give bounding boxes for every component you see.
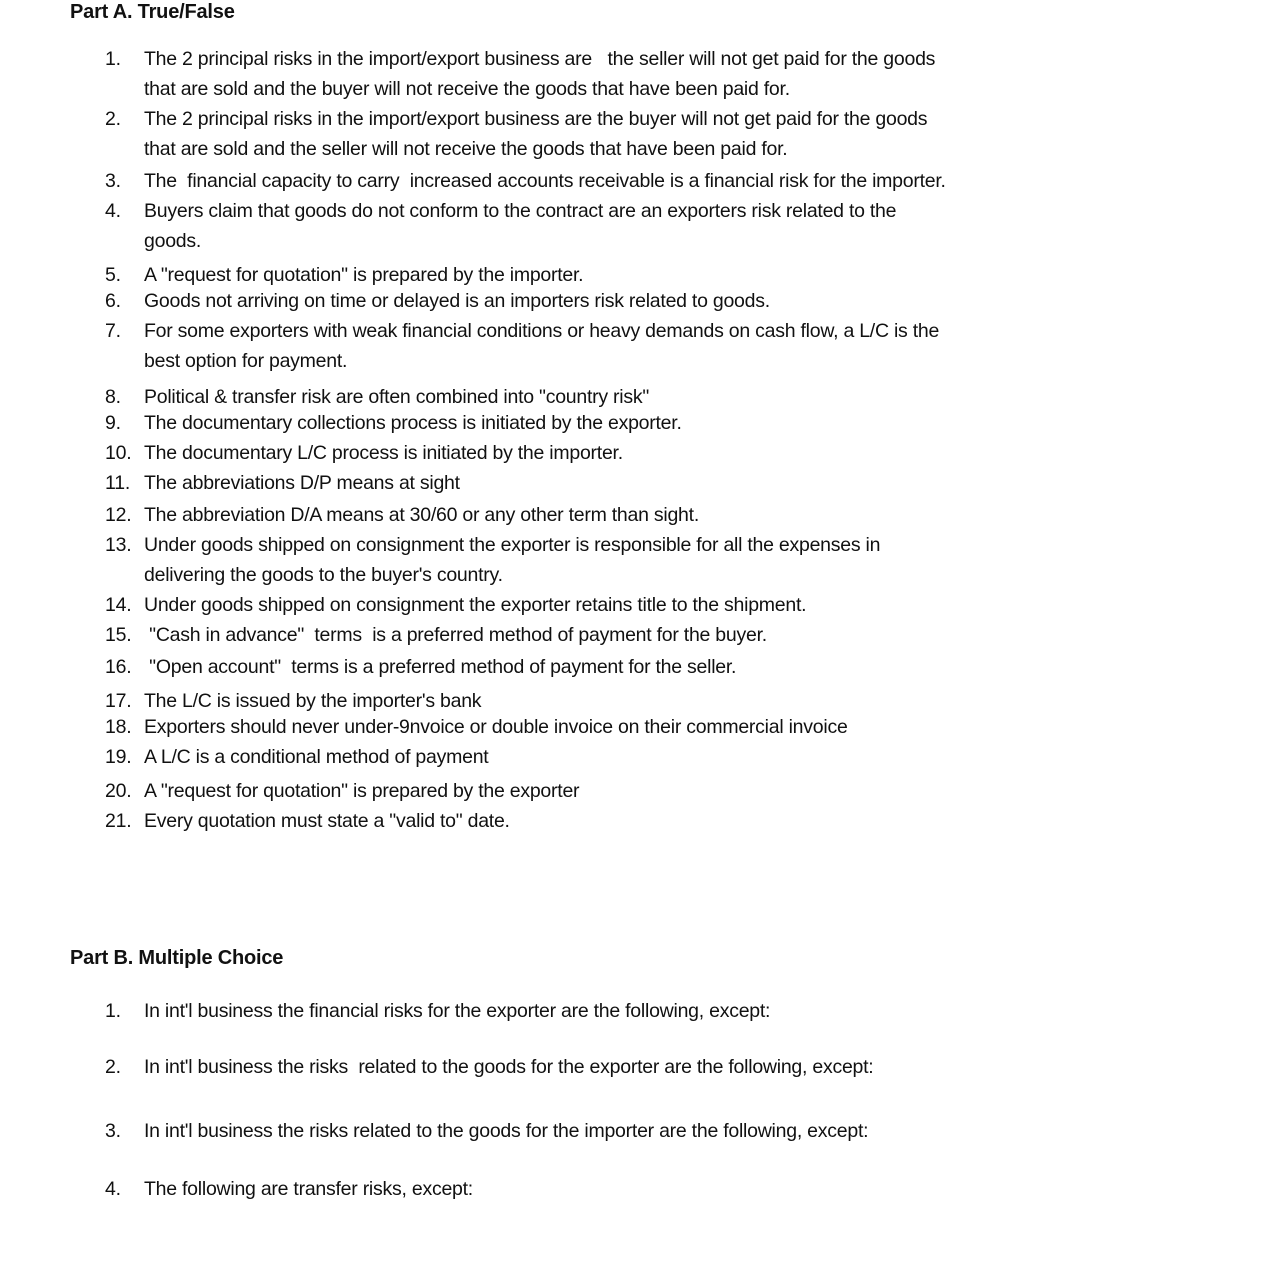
question-number: 8. [105,386,121,408]
question-number: 7. [105,320,121,342]
question-number: 10. [105,442,132,464]
question-number: 17. [105,690,132,712]
question-number: 18. [105,716,132,738]
question-number: 3. [105,1120,121,1142]
question-text: In int'l business the financial risks for the exporter are the following, except: [144,1000,771,1022]
question-number: 16. [105,656,132,678]
question-text: The L/C is issued by the importer's bank [144,690,482,712]
question-text: Goods not arriving on time or delayed is an importers risk related to goods. [144,290,770,312]
question-text: The abbreviations D/P means at sight [144,472,460,494]
question-text: Exporters should never under-9nvoice or double invoice on their commercial invoice [144,716,848,738]
question-number: 3. [105,170,121,192]
question-text: The following are transfer risks, except: [144,1178,473,1200]
question-number: 4. [105,1178,121,1200]
question-text: Under goods shipped on consignment the exporter is responsible for all the expenses in delivering the goods to the buyer's country. [144,534,881,586]
question-text: The 2 principal risks in the import/export business are the buyer will not get paid for the goods that are sold and the seller will not receive the goods that have been paid for. [144,108,928,160]
question-text: The documentary L/C process is initiated by the importer. [144,442,623,464]
question-text: Buyers claim that goods do not conform to the contract are an exporters risk related to the goods. [144,200,897,252]
question-number: 5. [105,264,121,286]
part-a-heading: Part A. True/False [70,1,235,23]
question-number: 11. [105,472,131,494]
question-number: 2. [105,1056,121,1078]
question-text: "Cash in advance" terms is a preferred method of payment for the buyer. [144,624,767,646]
question-number: 13. [105,534,132,556]
question-number: 9. [105,412,121,434]
question-number: 15. [105,624,132,646]
question-number: 12. [105,504,132,526]
question-number: 14. [105,594,132,616]
question-number: 21. [105,810,132,832]
question-text: Under goods shipped on consignment the exporter retains title to the shipment. [144,594,807,616]
question-text: Every quotation must state a "valid to" date. [144,810,510,832]
question-number: 1. [105,1000,121,1022]
question-number: 6. [105,290,121,312]
question-text: A "request for quotation" is prepared by the exporter [144,780,580,802]
question-number: 20. [105,780,132,802]
question-number: 1. [105,48,121,70]
question-text: In int'l business the risks related to the goods for the importer are the following, except: [144,1120,869,1142]
question-number: 4. [105,200,121,222]
question-text: The 2 principal risks in the import/export business are the seller will not get paid for the goods that are sold and the buyer will not receive the goods that have been paid for. [144,48,936,100]
question-number: 19. [105,746,132,768]
question-text: A "request for quotation" is prepared by the importer. [144,264,584,286]
question-text: The documentary collections process is initiated by the exporter. [144,412,682,434]
question-text: The financial capacity to carry increased accounts receivable is a financial risk for the importer. [144,170,946,192]
question-text: In int'l business the risks related to the goods for the exporter are the following, except: [144,1056,874,1078]
question-text: For some exporters with weak financial conditions or heavy demands on cash flow, a L/C is the best option for payment. [144,320,940,372]
question-text: A L/C is a conditional method of payment [144,746,489,768]
question-text: Political & transfer risk are often combined into "country risk" [144,386,650,408]
question-text: The abbreviation D/A means at 30/60 or any other term than sight. [144,504,699,526]
part-b-heading: Part B. Multiple Choice [70,947,284,969]
question-text: "Open account" terms is a preferred method of payment for the seller. [144,656,737,678]
question-number: 2. [105,108,121,130]
